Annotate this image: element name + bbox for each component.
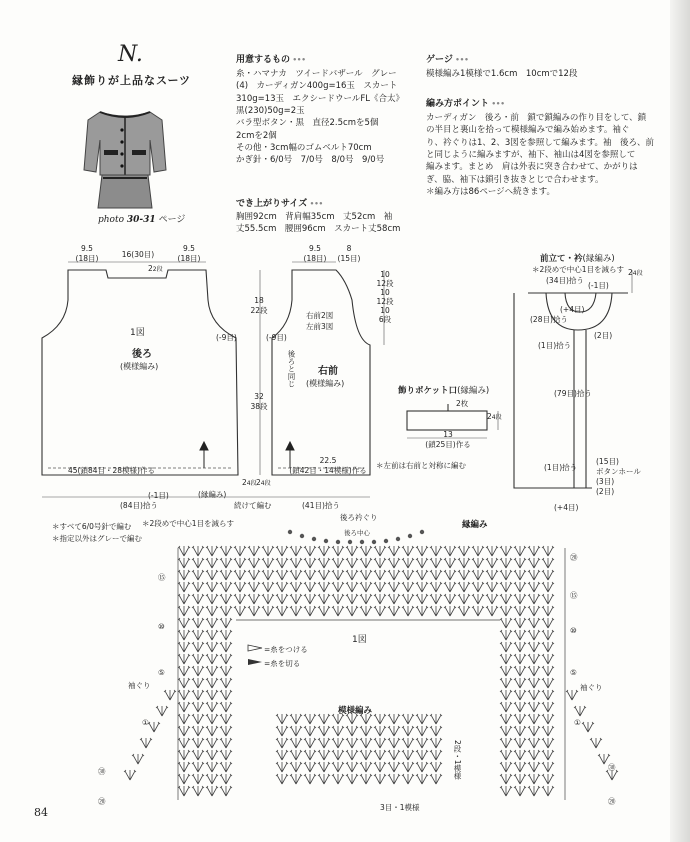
front-right-dims: 10 12段 10 12段 10 6段 bbox=[376, 270, 394, 324]
row-number: ⑮ bbox=[158, 573, 166, 582]
pocket-qty: 2枚 bbox=[456, 399, 469, 408]
materials-heading: 用意するもの ••• bbox=[236, 52, 306, 65]
sleeve-left-label: 袖ぐり bbox=[128, 681, 151, 690]
row-number: ⑩ bbox=[570, 626, 577, 635]
row-number: ⑳ bbox=[608, 797, 616, 806]
collar-buttonhole: ボタンホール bbox=[596, 467, 641, 476]
pattern-title: 縁飾りが上品なスーツ bbox=[72, 74, 192, 87]
materials-line: バラ型ボタン・黒 直径2.5cmを5個 bbox=[236, 118, 379, 129]
front-top-right: 8 (15目) bbox=[337, 244, 361, 263]
points-line: ぎ、脇、袖下は鎖引き抜きとじで合わせます。 bbox=[426, 174, 604, 185]
legend-attach: =糸をつける bbox=[264, 645, 308, 654]
note-center: ＊2段めで中心1目を減らす bbox=[142, 519, 235, 528]
back-edging: (縁編み) bbox=[198, 490, 227, 499]
points-line: と同じように編みますが、袖下、袖山は4図を参照して bbox=[426, 149, 636, 160]
sleeve-right-label: 袖ぐり bbox=[580, 683, 603, 692]
pocket-h: 24段 bbox=[487, 412, 502, 421]
materials-line: (4) カーディガン400g=16玉 スカート bbox=[236, 81, 398, 92]
back-edge-h: 24段 bbox=[242, 478, 257, 487]
pocket-w: 13 (鎖25目)作る bbox=[425, 430, 471, 449]
materials-line: その他・3cm幅のゴムベルト70cm bbox=[236, 142, 372, 153]
photo-suffix: ページ bbox=[158, 215, 186, 225]
front-same-as-back: 後ろと同じ bbox=[287, 350, 296, 388]
size-line: 丈55.5cm 腰囲96cm スカート丈58cm bbox=[236, 224, 401, 235]
front-edge-h: 24段 bbox=[256, 478, 271, 487]
side-upper: 18 22段 bbox=[250, 296, 268, 315]
collar-minus1: (-1目) bbox=[588, 281, 609, 290]
back-top-right: 9.5 (18目) bbox=[177, 244, 201, 263]
points-line: カーディガン 後ろ・前 鎖で鎖編みの作り目をして、鎖 bbox=[426, 113, 647, 123]
front-pattern: (模様編み) bbox=[306, 379, 345, 388]
row-number: ⑮ bbox=[570, 591, 578, 600]
front-note1: 右前2図 bbox=[306, 311, 334, 320]
pattern-title: 模様編み bbox=[338, 706, 373, 716]
note-color: ＊指定以外はグレーで編む bbox=[52, 534, 142, 543]
materials-line: 糸・ハマナカ ツイードバザール グレー bbox=[236, 69, 397, 79]
back-fig: 1図 bbox=[130, 328, 145, 338]
collar-pick15: (15目) bbox=[596, 457, 619, 466]
pocket-title: 飾りポケット口(縁編み) bbox=[398, 386, 490, 396]
back-top-mid: 16(30目) bbox=[121, 250, 155, 259]
row-number: ⑩ bbox=[158, 622, 165, 631]
row-number: ① bbox=[574, 718, 581, 727]
chart-neck-center: 後ろ中心 bbox=[344, 529, 370, 537]
collar-pick28: (28目)拾う bbox=[530, 315, 568, 324]
collar-title: 前立て・衿(縁編み) bbox=[540, 254, 615, 264]
front-note2: 左前3図 bbox=[306, 322, 334, 331]
row-number: ㉚ bbox=[608, 763, 616, 772]
collar-plus4-bottom: (+4目) bbox=[554, 503, 579, 512]
page-number: 84 bbox=[34, 806, 48, 819]
back-neck: 22段 bbox=[148, 264, 163, 273]
points-line: 編みます。まとめ 肩は外表に突き合わせて、かがりは bbox=[426, 162, 638, 173]
front-bottom-start: 22.5 (鎖42目・14模様)作る bbox=[289, 456, 367, 475]
materials-line: 黒(230)50g=2玉 bbox=[236, 105, 305, 116]
back-armhole-dec: (-9目) bbox=[216, 333, 237, 342]
row-number: ⑤ bbox=[570, 668, 577, 677]
back-bottom-pick: (84目)拾う bbox=[120, 501, 158, 510]
left-front-note: ＊左前は右前と対称に編む bbox=[376, 461, 466, 470]
gauge-line: 模様編み1模様で1.6cm 10cmで12段 bbox=[426, 69, 578, 79]
row-number: ⑳ bbox=[570, 553, 578, 562]
collar-twohit: (2目) bbox=[594, 331, 613, 340]
chart-fig: 1図 bbox=[352, 635, 367, 645]
row-number: ㉚ bbox=[98, 767, 106, 776]
row-number: ① bbox=[142, 718, 149, 727]
pattern-sts: 3目・1模様 bbox=[380, 803, 420, 812]
front-name: 右前 bbox=[318, 366, 338, 377]
back-bottom-minus: (-1目) bbox=[148, 491, 169, 500]
materials-line: 310g=13玉 エクシードウールFL《合太》 bbox=[236, 93, 405, 104]
collar-plus4-top: (+4目) bbox=[560, 305, 585, 314]
gauge-heading: ゲージ ••• bbox=[426, 52, 469, 65]
side-lower: 32 38段 bbox=[250, 392, 268, 411]
points-line: の半目と裏山を拾って模様編みで編み始めます。袖ぐ bbox=[426, 125, 630, 136]
chart-edging-label: 縁編み bbox=[462, 520, 488, 530]
size-line: 胸囲92cm 背肩幅35cm 丈52cm 袖 bbox=[236, 212, 393, 222]
collar-pick79: (79目)拾う bbox=[554, 389, 592, 398]
materials-line: かぎ針・6/0号 7/0号 8/0号 9/0号 bbox=[236, 155, 385, 166]
collar-pick1-mid: (1目)拾う bbox=[538, 341, 572, 350]
points-line: り、衿ぐりは1、2、3図を参照して編みます。袖 後ろ、前 bbox=[426, 137, 655, 148]
front-top-left: 9.5 (18目) bbox=[303, 244, 327, 263]
pattern-letter: N. bbox=[118, 42, 143, 67]
page-edge bbox=[670, 0, 690, 842]
legend-cut: =糸を切る bbox=[264, 659, 301, 668]
size-heading: でき上がりサイズ ••• bbox=[236, 196, 323, 209]
row-number: ⑤ bbox=[158, 668, 165, 677]
materials-line: 2cmを2個 bbox=[236, 130, 277, 141]
back-bottom-start: 45(鎖84目・28模様)作る bbox=[68, 466, 155, 475]
collar-two: (2目) bbox=[596, 487, 615, 496]
collar-h: 24段 bbox=[628, 268, 643, 277]
points-line: ＊編み方は86ページへ続きます。 bbox=[426, 186, 555, 197]
collar-note: ＊2段めで中心1目を減らす bbox=[532, 265, 625, 274]
points-heading: 編み方ポイント ••• bbox=[426, 96, 505, 109]
note-needle: ＊すべて6/0号針で編む bbox=[52, 522, 132, 531]
front-pick: (41目)拾う bbox=[302, 501, 340, 510]
collar-three: (3目) bbox=[596, 477, 615, 486]
back-name: 後ろ bbox=[132, 349, 152, 360]
collar-pick1-low: (1目)拾う bbox=[544, 463, 578, 472]
back-pattern: (模様編み) bbox=[120, 362, 159, 371]
pattern-rows: 2段・1模様 bbox=[453, 740, 462, 780]
continue-knit: 続けて編む bbox=[234, 501, 272, 510]
photo-label: photo bbox=[98, 215, 125, 225]
chart-neck-label: 後ろ衿ぐり bbox=[340, 513, 378, 522]
front-armhole-dec: (-9目) bbox=[266, 333, 287, 342]
photo-pages: 30-31 bbox=[126, 215, 156, 225]
row-number: ⑳ bbox=[98, 797, 106, 806]
back-top-left: 9.5 (18目) bbox=[75, 244, 99, 263]
collar-pick34: (34目)拾う bbox=[546, 276, 584, 285]
